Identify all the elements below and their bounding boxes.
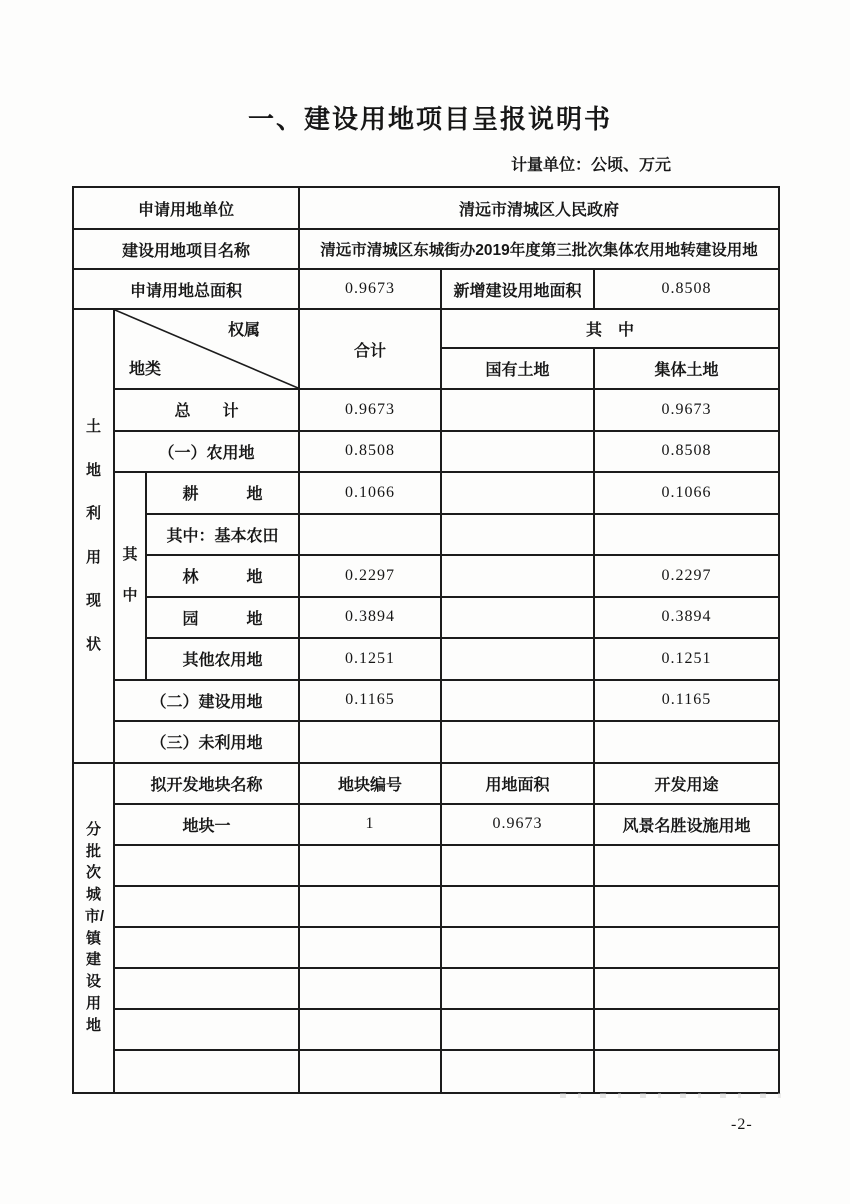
plot-row-number xyxy=(300,846,442,887)
row-farmland-state xyxy=(442,432,595,474)
row-forest-sum: 0.2297 xyxy=(300,556,442,598)
plot-row-number: 1 xyxy=(300,805,442,846)
plot-row-number xyxy=(300,1051,442,1092)
among-vertical-label xyxy=(115,473,147,681)
row-other-farmland-sum: 0.1251 xyxy=(300,639,442,681)
header-collective: 集体土地 xyxy=(595,349,778,390)
plots-header-purpose: 开发用途 xyxy=(595,764,778,805)
plot-row-number xyxy=(300,969,442,1010)
project-name-label-cell: 建设用地项目名称 xyxy=(74,230,300,270)
row-unused-collective xyxy=(595,722,778,764)
row-cultivated-sum: 0.1066 xyxy=(300,473,442,515)
plots-header-name: 拟开发地块名称 xyxy=(115,764,300,805)
plot-row-name xyxy=(115,928,300,969)
row-forest-collective: 0.2297 xyxy=(595,556,778,598)
row-total-sum: 0.9673 xyxy=(300,390,442,432)
row-garden-state xyxy=(442,598,595,640)
row-basic-farmland-collective xyxy=(595,515,778,557)
plot-row-purpose xyxy=(595,928,778,969)
plots-section-label-text: 分批次城市/镇建设用地 xyxy=(84,820,105,1034)
row-label-construction: （二）建设用地 xyxy=(115,681,300,723)
project-name-value-cell: 清远市清城区东城街办2019年度第三批次集体农用地转建设用地 xyxy=(300,230,778,270)
row-other-farmland-collective: 0.1251 xyxy=(595,639,778,681)
land-use-section-label-text: 土地利用现状 xyxy=(85,418,101,653)
diagonal-bottom-label: 地类 xyxy=(129,361,162,378)
row-construction-sum: 0.1165 xyxy=(300,681,442,723)
row-label-forest: 林 地 xyxy=(147,556,300,598)
row-label-unused: （三）未利用地 xyxy=(115,722,300,764)
row-garden-sum: 0.3894 xyxy=(300,598,442,640)
plot-row-purpose xyxy=(595,1010,778,1051)
row-farmland-sum: 0.8508 xyxy=(300,432,442,474)
header-among: 其 中 xyxy=(442,310,778,349)
row-label-farmland: （一）农用地 xyxy=(115,432,300,474)
row-construction-collective: 0.1165 xyxy=(595,681,778,723)
plot-row-purpose xyxy=(595,1051,778,1092)
applicant-value-cell: 清远市清城区人民政府 xyxy=(300,188,778,230)
plot-row-area xyxy=(442,1051,595,1092)
plot-row-purpose xyxy=(595,969,778,1010)
plot-row-name xyxy=(115,969,300,1010)
plot-row-name xyxy=(115,1010,300,1051)
row-other-farmland-state xyxy=(442,639,595,681)
row-garden-collective: 0.3894 xyxy=(595,598,778,640)
plot-row-area xyxy=(442,928,595,969)
row-construction-state xyxy=(442,681,595,723)
row-label-basic-farmland: 其中：基本农田 xyxy=(147,515,300,557)
total-area-label-cell: 申请用地总面积 xyxy=(74,270,300,310)
scan-artifact xyxy=(560,1093,785,1098)
measurement-unit-note: 计量单位：公顷、万元 xyxy=(511,157,672,174)
diagonal-header-cell xyxy=(115,310,300,390)
row-total-collective: 0.9673 xyxy=(595,390,778,432)
plot-row-area xyxy=(442,846,595,887)
new-area-label-cell: 新增建设用地面积 xyxy=(442,270,595,310)
plot-row-name: 地块一 xyxy=(115,805,300,846)
plots-header-area: 用地面积 xyxy=(442,764,595,805)
row-label-garden: 园 地 xyxy=(147,598,300,640)
row-label-total: 总 计 xyxy=(115,390,300,432)
total-area-value-cell: 0.9673 xyxy=(300,270,442,310)
diagonal-top-label: 权属 xyxy=(227,322,260,339)
header-total: 合计 xyxy=(300,310,442,390)
plot-row-number xyxy=(300,928,442,969)
plots-header-number: 地块编号 xyxy=(300,764,442,805)
land-application-table xyxy=(72,186,780,1094)
row-cultivated-collective: 0.1066 xyxy=(595,473,778,515)
plots-section-label xyxy=(74,764,115,1092)
row-unused-sum xyxy=(300,722,442,764)
plot-row-area xyxy=(442,1010,595,1051)
plot-row-purpose: 风景名胜设施用地 xyxy=(595,805,778,846)
plot-row-number xyxy=(300,887,442,928)
among-vertical-label-text: 其中 xyxy=(122,546,138,604)
row-farmland-collective: 0.8508 xyxy=(595,432,778,474)
plot-row-name xyxy=(115,846,300,887)
row-label-cultivated: 耕 地 xyxy=(147,473,300,515)
page-number: -2- xyxy=(731,1116,753,1133)
land-use-section-label xyxy=(74,310,115,764)
row-forest-state xyxy=(442,556,595,598)
applicant-label-cell: 申请用地单位 xyxy=(74,188,300,230)
page-title: 一、建设用地项目呈报说明书 xyxy=(248,104,613,134)
plot-row-purpose xyxy=(595,887,778,928)
header-state-owned: 国有土地 xyxy=(442,349,595,390)
row-label-other-farmland: 其他农用地 xyxy=(147,639,300,681)
plot-row-number xyxy=(300,1010,442,1051)
plot-row-name xyxy=(115,1051,300,1092)
new-area-value-cell: 0.8508 xyxy=(595,270,778,310)
row-cultivated-state xyxy=(442,473,595,515)
plot-row-area: 0.9673 xyxy=(442,805,595,846)
plot-row-area xyxy=(442,969,595,1010)
row-basic-farmland-sum xyxy=(300,515,442,557)
plot-row-name xyxy=(115,887,300,928)
row-basic-farmland-state xyxy=(442,515,595,557)
row-unused-state xyxy=(442,722,595,764)
row-total-state xyxy=(442,390,595,432)
plot-row-area xyxy=(442,887,595,928)
plot-row-purpose xyxy=(595,846,778,887)
